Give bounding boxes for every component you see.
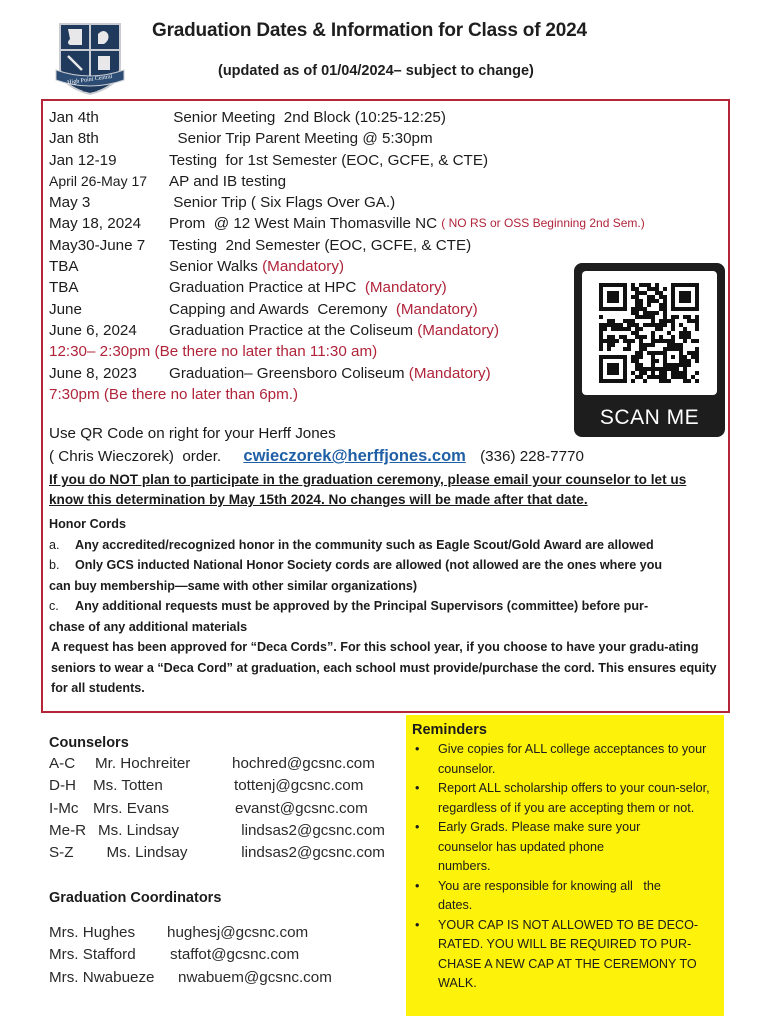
alpha-range: A-C [49,755,76,772]
item-letter: a. [49,537,60,552]
counselor-name: Ms. Totten [93,777,163,795]
schedule-row [49,107,645,128]
item-text: Any accredited/recognized honor in the community such as Eagle Scout/Gold Award are allowed [75,537,654,552]
schedule-date: May 18, 2024 [49,215,142,233]
counselor-name: Mr. Hochreiter [95,755,191,772]
item-text: Only GCS inducted National Honor Society cords are allowed (not allowed are the ones where you [75,558,663,572]
dates-info-box [41,99,730,713]
svg-text:Est. 1927: Est. 1927 [82,88,98,93]
schedule-list [49,107,645,405]
schedule-event: AP and IB testing [169,172,287,190]
mandatory-note: (Mandatory) [364,279,447,297]
schedule-event: Senior Trip ( Six Flags Over GA.) [169,194,396,212]
honor-cords-section [49,514,724,699]
counselor-name: Ms. Lindsay [98,821,180,839]
herff-jones-line: Use QR Code on right for your Herff Jones [49,425,336,442]
counselor-email[interactable]: evanst@gcsnc.com [235,799,368,817]
coordinator-row [49,922,332,944]
counselor-name: Ms. Lindsay [98,844,188,862]
alpha-range: Me-R [49,821,87,839]
schedule-row [49,299,645,320]
item-letter: c. [49,599,59,613]
mandatory-note: (Mandatory) [262,258,344,276]
bullet-icon: • [415,878,420,893]
coordinator-email[interactable]: staffot@gcsnc.com [170,946,300,964]
alpha-range: S-Z [49,844,74,862]
graduation-time: 7:30pm (Be there no later than 6pm.) [49,385,299,403]
honor-cord-item [49,596,724,617]
counselor-email[interactable]: lindsas2@gcsnc.com [237,821,385,839]
deca-cords-note: A request has been approved for “Deca Cords”. For this school year, if you choose to have your gradu-ating seniors to wear a “Deca Cord” at graduation, each school must provide/purchase the cord. This ensures equity for all students. [51,640,717,695]
bullet-icon: • [415,781,420,795]
schedule-date: June [49,300,82,318]
reminders-list [412,740,716,994]
reminder-item [412,779,716,818]
counselor-email[interactable]: tottenj@gcsnc.com [234,777,364,795]
reminder-item [412,916,716,994]
mandatory-note: (Mandatory) [395,300,478,318]
reminder-text: Early Grads. Please make sure your counselor has updated phone numbers. [438,820,641,873]
coordinator-name: Mrs. Nwabueze [49,968,155,986]
schedule-date: May30-June 7 [49,236,146,254]
bullet-icon: • [415,917,420,932]
coordinator-email[interactable]: nwabuem@gcsnc.com [178,968,332,986]
counselors-section [49,735,385,864]
coordinator-name: Mrs. Hughes [49,924,136,941]
coordinator-row [49,967,332,989]
schedule-row [49,235,645,256]
schedule-date: TBA [49,279,79,297]
honor-cord-item [49,555,724,576]
schedule-event: Senior Walks [169,258,263,276]
honor-cord-item [49,535,724,556]
schedule-date: June 6, 2024 [49,321,137,339]
mandatory-note: (Mandatory) [417,321,500,339]
schedule-note: ( NO RS or OSS Beginning 2nd Sem.) [441,216,645,231]
item-text: Any additional requests must be approved by the Principal Supervisors (committee) before pur- [75,599,649,613]
coordinators-heading: Graduation Coordinators [49,890,222,906]
herff-jones-order-line [49,447,584,466]
reminder-text: YOUR CAP IS NOT ALLOWED TO BE DECO-RATED. YOU WILL BE REQUIRED TO PUR-CHASE A NEW CAP AT THE CEREMONY TO WALK. [438,917,699,990]
schedule-event: Graduation– Greensboro Coliseum [169,364,409,382]
qr-code-card[interactable] [574,263,725,437]
reminders-box [406,715,724,1016]
counselor-name: Mrs. Evans [93,799,169,817]
schedule-row [49,277,645,298]
coordinator-row [49,944,332,966]
coordinator-email[interactable]: hughesj@gcsnc.com [167,924,309,941]
schedule-date: June 8, 2023 [49,364,137,382]
schedule-row-graduation [49,363,645,384]
bullet-icon: • [415,820,420,834]
schedule-event: Graduation Practice at the Coliseum [169,321,418,339]
herff-email-link[interactable]: cwieczorek@herffjones.com [243,447,466,465]
schedule-date: Jan 12-19 [49,151,117,169]
schedule-date: April 26-May 17 [49,172,148,189]
alpha-range: D-H [49,777,76,795]
item-text-continued: chase of any additional materials [49,619,248,634]
schedule-row [49,150,645,171]
school-crest-icon [54,20,126,98]
opt-out-warning: If you do NOT plan to participate in the graduation ceremony, please email your counselor to let us know this determination by May 15th 2024. No changes will be made after that date. [49,472,687,507]
counselor-email[interactable]: hochred@gcsnc.com [232,755,375,772]
counselor-row [49,798,385,820]
herff-phone: (336) 228-7770 [480,448,584,465]
scan-me-label: SCAN ME [599,406,700,429]
schedule-row [49,320,645,341]
schedule-event: Testing for 1st Semester (EOC, GCFE, & CTE) [169,151,489,169]
bullet-icon: • [415,742,420,756]
schedule-date: TBA [49,258,79,276]
item-letter: b. [49,558,60,572]
qr-code-icon[interactable] [582,271,717,395]
reminder-item [412,740,716,779]
schedule-row [49,128,645,149]
counselor-row [49,842,385,864]
schedule-event: Senior Trip Parent Meeting @ 5:30pm [169,130,433,148]
alpha-range: I-Mc [49,799,79,817]
schedule-event: Senior Meeting 2nd Block (10:25-12:25) [169,109,446,126]
schedule-event: Testing 2nd Semester (EOC, GCFE, & CTE) [169,236,472,254]
schedule-event: Graduation Practice at HPC [169,279,365,297]
counselors-heading: Counselors [49,735,129,751]
reminder-text: You are responsible for knowing all the dates. [438,878,665,912]
reminders-heading: Reminders [412,722,487,738]
svg-text:High Point Central: High Point Central [66,73,113,87]
mandatory-note: (Mandatory) [408,364,491,382]
schedule-row [49,213,645,234]
counselor-email[interactable]: lindsas2@gcsnc.com [237,844,385,862]
reminder-text: Give copies for ALL college acceptances to your counselor. [438,742,707,776]
schedule-row [49,256,645,277]
reminder-item [412,818,716,877]
page-title: Graduation Dates & Information for Class of 2024 [152,20,587,41]
item-text-continued: can buy membership—same with other similar organizations) [49,578,418,593]
schedule-row [49,192,645,213]
reminder-text: Report ALL scholarship offers to your coun-selor, regardless of if you are accepting them or not. [438,781,710,815]
counselor-row [49,753,385,775]
coordinators-section [49,890,332,989]
schedule-event: Prom @ 12 West Main Thomasville NC [169,215,442,233]
honor-cords-heading: Honor Cords [49,517,126,531]
reminder-item [412,877,716,916]
coordinator-name: Mrs. Stafford [49,946,136,964]
schedule-event: Capping and Awards Ceremony [169,300,396,318]
schedule-date: May 3 [49,194,91,212]
herff-contact-name: ( Chris Wieczorek) order. [49,448,222,465]
schedule-date: Jan 4th [49,109,99,126]
schedule-row [49,171,645,192]
practice-time: 12:30– 2:30pm (Be there no later than 11:30 am) [49,343,378,361]
counselor-row [49,820,385,842]
counselor-row [49,775,385,797]
schedule-date: Jan 8th [49,130,99,148]
page-subtitle: (updated as of 01/04/2024– subject to change) [218,63,534,79]
